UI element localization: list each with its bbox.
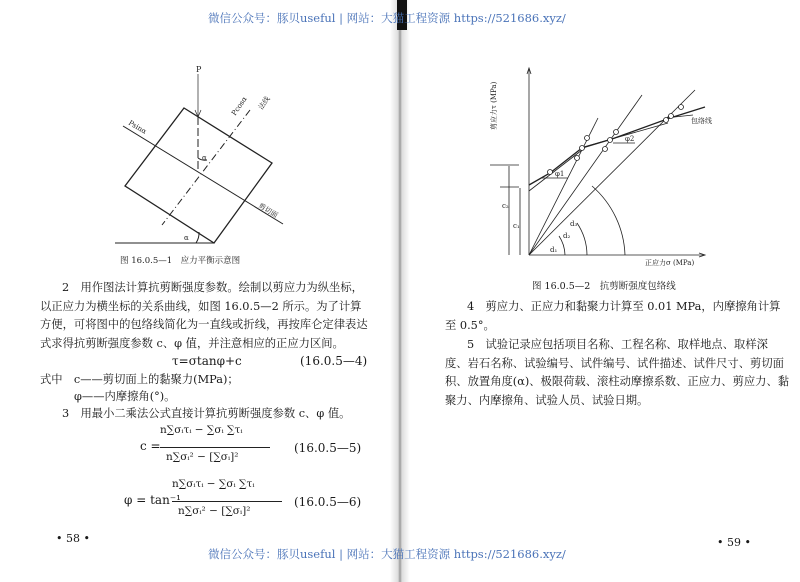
label-normal: 法线 [257, 95, 272, 112]
phi2-label: φ2 [625, 135, 635, 143]
label-pcos: Pcosα [230, 95, 249, 118]
c1-label: c₁ [513, 222, 520, 230]
eq5-denominator: n∑σᵢ² − [∑σᵢ]² [166, 451, 239, 463]
text-line: 2 用作图法计算抗剪断强度参数。绘制以剪应力为纵坐标， [62, 281, 363, 294]
label-alpha: α [184, 234, 189, 242]
page-58 [0, 0, 388, 582]
text-line: 度、岩石名称、试验编号、试件编号、试件描述、试件尺寸、剪切面 [445, 356, 784, 370]
paragraph-4 [445, 298, 790, 335]
equation-4-number: (16.0.5—4) [300, 354, 368, 368]
equation-4: τ=σtanφ+c [172, 354, 242, 368]
text-line: 方便，可将图中的包络线简化为一直线或折线，再按库仑定律表达 [40, 318, 368, 331]
shear-strength-envelope-chart [480, 60, 740, 270]
figure-caption: 图 16.0.5—1 应力平衡示意图 [120, 256, 241, 266]
eq5-numerator: n∑σᵢτᵢ − ∑σᵢ ∑τᵢ [160, 424, 243, 436]
paragraph-2 [40, 279, 380, 353]
text-line: 至 0.5°。 [445, 318, 495, 332]
label-psin: Psinα [126, 118, 148, 136]
label-alpha-inner: α [202, 154, 207, 162]
label-shear-plane: 剪切面 [256, 201, 280, 220]
watermark-bottom: 微信公众号：豚贝useful | 网站：大猫工程资源 https://521686.xyz/ [208, 547, 566, 561]
equation-5-number: (16.0.5—5) [294, 441, 362, 455]
d2-label: d₂ [563, 232, 571, 240]
y-axis-label: 剪应力τ (MPa) [490, 81, 498, 130]
text-line: 积、放置角度(α)、极限荷载、滚柱动摩擦系数、正应力、剪应力、黏 [445, 375, 790, 388]
equation-6-number: (16.0.5—6) [294, 495, 362, 509]
x-axis-label: 正应力σ (MPa) [645, 259, 695, 267]
text-line: 式求得抗剪断强度参数 c、φ 值，并注意相应的正应力区间。 [40, 336, 344, 350]
envelope-label: 包络线 [691, 117, 712, 125]
eq6-numerator: n∑σᵢτᵢ − ∑σᵢ ∑τᵢ [172, 478, 255, 490]
figure-caption: 图 16.0.5—2 抗剪断强度包络线 [532, 281, 676, 292]
eq5-lhs: c = [140, 439, 161, 453]
watermark-top: 微信公众号：豚贝useful | 网站：大猫工程资源 https://521686.xyz/ [208, 11, 566, 25]
text-line: 4 剪应力、正应力和黏聚力计算至 0.01 MPa，内摩擦角计算 [467, 300, 781, 313]
eq6-denominator: n∑σᵢ² − [∑σᵢ]² [178, 505, 251, 517]
label-p: P [196, 65, 202, 74]
stress-balance-diagram [90, 60, 330, 270]
eq5-fraction-bar [160, 447, 270, 448]
page-number: • 58 • [56, 532, 90, 545]
phi1-label: φ1 [555, 170, 565, 178]
text-line: 以正应力为横坐标的关系曲线，如图 16.0.5—2 所示。为了计算 [40, 299, 362, 313]
text-line: 5 试验记录应包括项目名称、工程名称、取样地点、取样深 [467, 338, 768, 351]
page-number: • 59 • [717, 536, 751, 549]
where-c: 式中 c——剪切面上的黏聚力(MPa)； [40, 373, 239, 386]
d3-label: d₃ [570, 220, 578, 228]
text-line: 聚力、内摩擦角、试验人员、试验日期。 [445, 393, 649, 407]
where-phi: φ——内摩擦角(°)。 [74, 390, 176, 403]
paragraph-3: 3 用最小二乘法公式直接计算抗剪断强度参数 c、φ 值。 [62, 407, 351, 420]
eq6-fraction-bar [172, 501, 282, 502]
c2-label: c₂ [502, 202, 509, 210]
d1-label: d₁ [550, 246, 558, 254]
page-59 [405, 0, 800, 582]
eq6-lhs: φ = tan⁻¹ [124, 493, 181, 507]
paragraph-5 [445, 336, 790, 410]
